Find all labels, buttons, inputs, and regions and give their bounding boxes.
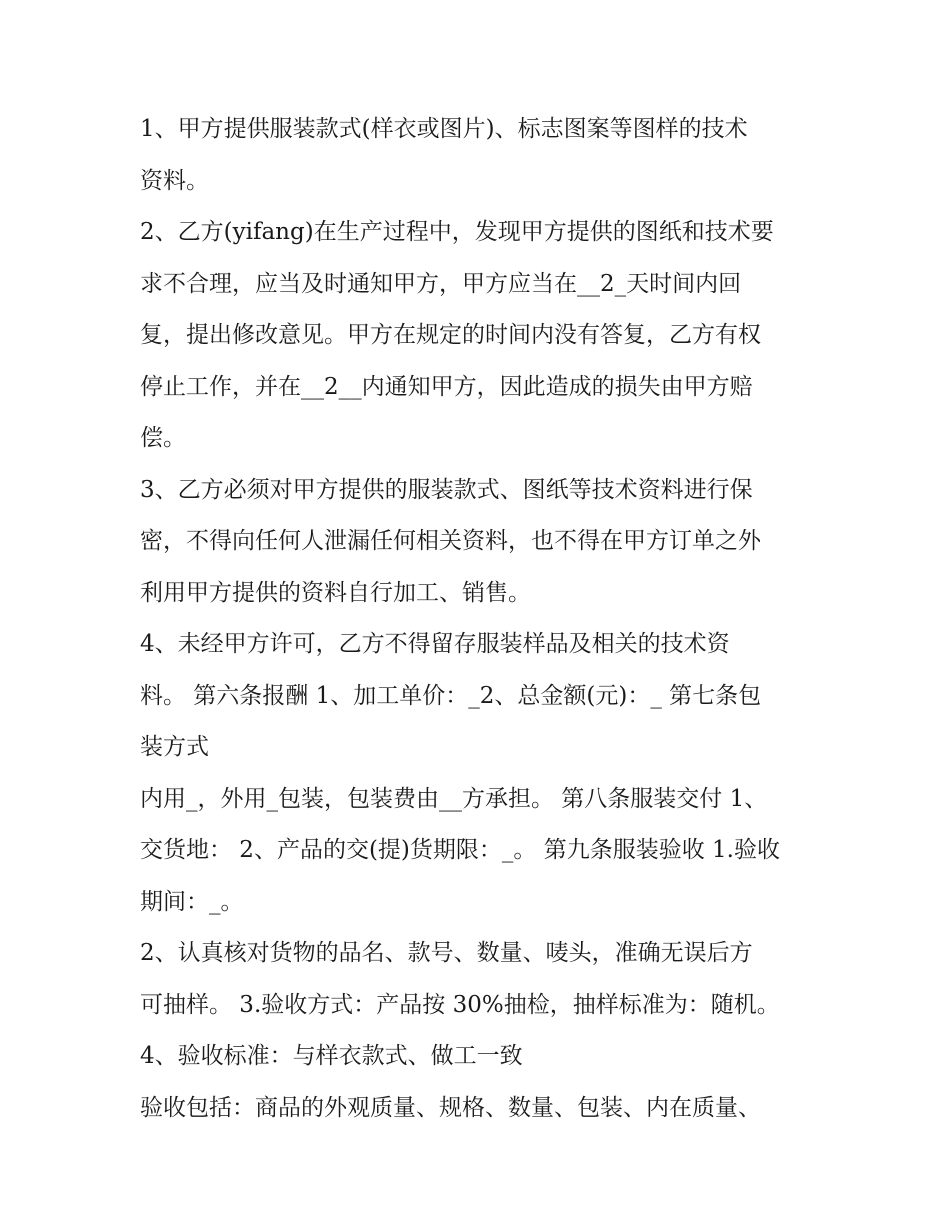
text-line: 求不合理，应当及时通知甲方，甲方应当在__2_天时间内回 bbox=[140, 270, 742, 297]
text-line: 1、甲方提供服装款式(样衣或图片)、标志图案等图样的技术 bbox=[140, 116, 748, 142]
text-line: 密，不得向任何人泄漏任何相关资料，也不得在甲方订单之外 bbox=[140, 528, 761, 554]
text-line: 资料。 bbox=[140, 167, 209, 194]
text-line: 4、未经甲方许可，乙方不得留存服装样品及相关的技术资 bbox=[140, 631, 730, 657]
text-line: 偿。 bbox=[140, 425, 186, 451]
contract-text bbox=[140, 104, 820, 1134]
text-line: 装方式 bbox=[140, 734, 209, 760]
text-line: 可抽样。 3.验收方式：产品按 30%抽检，抽样标准为：随机。 bbox=[140, 991, 780, 1018]
text-line: 复，提出修改意见。甲方在规定的时间内没有答复，乙方有权 bbox=[140, 322, 761, 348]
text-line: 内用_，外用_包装，包装费由__方承担。 第八条服装交付 1、 bbox=[140, 785, 768, 812]
text-line: 2、认真核对货物的品名、款号、数量、唛头，准确无误后方 bbox=[140, 940, 753, 966]
text-line: 利用甲方提供的资料自行加工、销售。 bbox=[140, 579, 531, 606]
text-line: 2、乙方(yifang)在生产过程中，发现甲方提供的图纸和技术要 bbox=[140, 219, 774, 245]
text-line: 3、乙方必须对甲方提供的服装款式、图纸等技术资料进行保 bbox=[140, 476, 753, 503]
text-line: 期间：_。 bbox=[140, 888, 244, 915]
text-line: 停止工作，并在__2__内通知甲方，因此造成的损失由甲方赔 bbox=[140, 373, 753, 400]
text-line: 料。 第六条报酬 1、加工单价：_2、总金额(元)：_ 第七条包 bbox=[140, 682, 762, 709]
text-line: 验收包括：商品的外观质量、规格、数量、包装、内在质量、 bbox=[140, 1094, 761, 1121]
text-line: 交货地： 2、产品的交(提)货期限：_。 第九条服装验收 1.验收 bbox=[140, 837, 780, 863]
text-line: 4、验收标准：与样衣款式、做工一致 bbox=[140, 1043, 523, 1069]
